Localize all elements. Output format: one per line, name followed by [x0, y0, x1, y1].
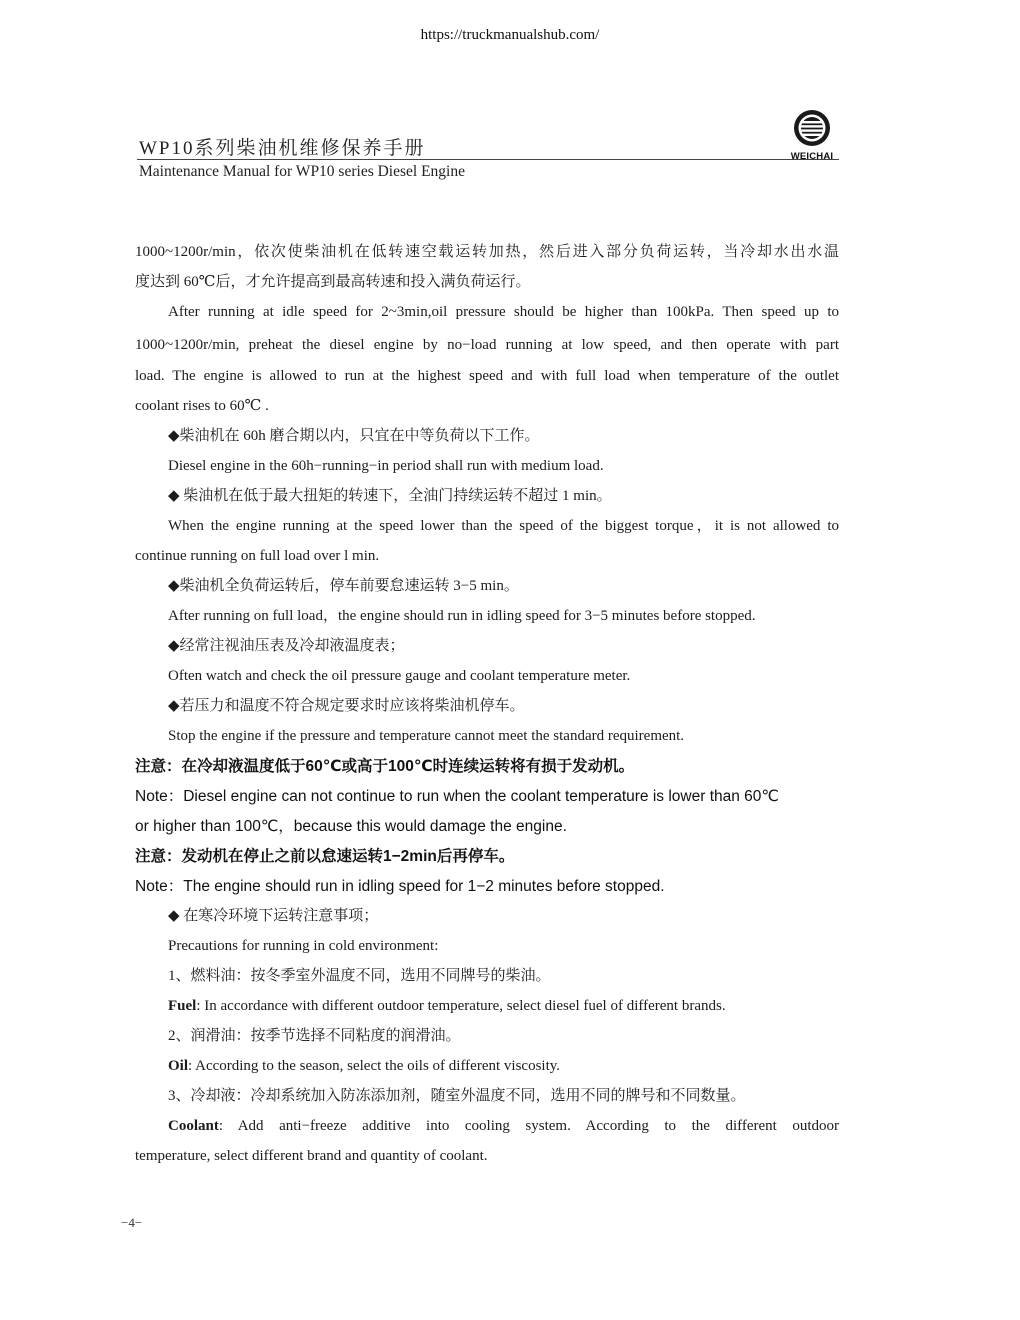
logo-text: WEICHAI	[790, 151, 834, 162]
term-description: : Add anti−freeze additive into cooling system. According to the different outdoor	[218, 1118, 839, 1134]
paragraph-line: Often watch and check the oil pressure gauge and coolant temperature meter.	[168, 668, 631, 684]
weichai-logo	[786, 108, 838, 160]
note-en: Note：The engine should run in idling speed for 1−2 minutes before stopped.	[135, 878, 665, 895]
paragraph-line: 1000~1200r/min，依次使柴油机在低转速空载运转加热，然后进入部分负荷运转，当冷却水出水温	[135, 244, 839, 260]
paragraph-line	[168, 1116, 839, 1136]
list-item: 2、润滑油：按季节选择不同粘度的润滑油。	[168, 1028, 461, 1044]
paragraph-line	[168, 1056, 839, 1076]
paragraph-line: coolant rises to 60℃ .	[135, 398, 269, 414]
term-description: : According to the season, select the oils of different viscosity.	[188, 1058, 561, 1074]
paragraph-line: Precautions for running in cold environment:	[168, 938, 439, 954]
paragraph-line: 度达到 60℃后，才允许提高到最高转速和投入满负荷运行。	[135, 274, 531, 290]
paragraph-line: temperature, select different brand and quantity of coolant.	[135, 1148, 488, 1164]
list-item: 3、冷却液：冷却系统加入防冻添加剂，随室外温度不同，选用不同的牌号和不同数量。	[168, 1088, 746, 1104]
bullet-item: ◆柴油机在 60h 磨合期以内，只宜在中等负荷以下工作。	[168, 428, 540, 444]
manual-subtitle: Maintenance Manual for WP10 series Diesel Engine	[139, 163, 465, 180]
term-description: : In accordance with different outdoor temperature, select diesel fuel of different brands.	[196, 998, 726, 1014]
paragraph-line: continue running on full load over l min.	[135, 548, 380, 564]
term-coolant: Coolant	[168, 1118, 219, 1134]
note-en: Note：Diesel engine can not continue to run when the coolant temperature is lower than 60℃	[135, 788, 779, 805]
paragraph-line: load. The engine is allowed to run at the highest speed and with full load when temperature of the outlet	[135, 368, 839, 384]
bullet-item: ◆ 在寒冷环境下运转注意事项；	[168, 908, 379, 924]
note-cn: 注意：发动机在停止之前以怠速运转1−2min后再停车。	[135, 848, 515, 865]
bullet-item: ◆经常注视油压表及冷却液温度表；	[168, 638, 405, 654]
paragraph-line	[168, 996, 839, 1016]
bullet-item: ◆ 柴油机在低于最大扭矩的转速下，全油门持续运转不超过 1 min。	[168, 488, 612, 504]
bullet-item: ◆柴油机全负荷运转后，停车前要怠速运转 3−5 min。	[168, 578, 519, 594]
paragraph-line: Stop the engine if the pressure and temperature cannot meet the standard requirement.	[168, 728, 685, 744]
bullet-item: ◆若压力和温度不符合规定要求时应该将柴油机停车。	[168, 698, 525, 714]
page-number: −4−	[121, 1215, 143, 1230]
paragraph-line: When the engine running at the speed lower than the speed of the biggest torque，it is not allowed to	[168, 518, 839, 534]
paragraph-line: After running on full load，the engine should run in idling speed for 3−5 minutes before stopped.	[168, 608, 756, 624]
paragraph-line: After running at idle speed for 2~3min,oil pressure should be higher than 100kPa. Then speed up to	[168, 304, 839, 320]
weichai-emblem-icon	[792, 108, 832, 148]
manual-title: WP10系列柴油机维修保养手册	[139, 138, 426, 159]
note-cn: 注意：在冷却液温度低于60℃或高于100℃时连续运转将有损于发动机。	[135, 758, 635, 775]
term-oil: Oil	[168, 1058, 189, 1074]
list-item: 1、燃料油：按冬季室外温度不同，选用不同牌号的柴油。	[168, 968, 551, 984]
term-fuel: Fuel	[168, 998, 197, 1014]
header-divider	[137, 159, 839, 160]
paragraph-line: 1000~1200r/min, preheat the diesel engine by no−load running at low speed, and then operate with part	[135, 337, 839, 353]
source-url[interactable]: https://truckmanualshub.com/	[420, 27, 600, 43]
paragraph-line: Diesel engine in the 60h−running−in period shall run with medium load.	[168, 458, 604, 474]
note-en: or higher than 100℃，because this would damage the engine.	[135, 818, 567, 835]
